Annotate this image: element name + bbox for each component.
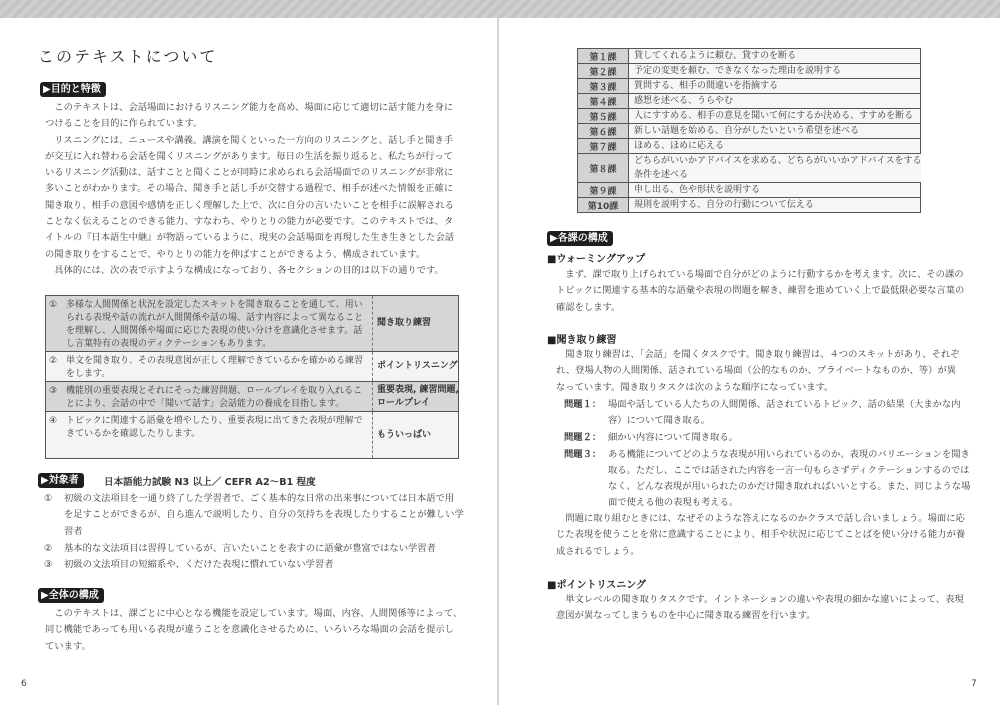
text-line: 聞き取り、相手の意図や感情を正しく理解した上で、次に自分の言いたいことを相手に誤解される bbox=[45, 199, 454, 211]
page-number-right: 7 bbox=[971, 679, 977, 689]
row-description bbox=[66, 382, 372, 411]
text-line: 規則を説明する、自分の行動について伝える bbox=[634, 200, 814, 210]
lesson-number: 第４課 bbox=[578, 94, 629, 108]
text-line: 重要表現, 練習問題, bbox=[377, 384, 459, 395]
row-number: ② bbox=[49, 356, 58, 366]
text-line: もういっぱい bbox=[377, 429, 432, 440]
text-line: 予定の変更を頼む、できなくなった理由を説明する bbox=[634, 66, 842, 76]
lesson-topic bbox=[629, 183, 920, 197]
item-text bbox=[64, 490, 464, 539]
text-line: まず、課で取り上げられている場面で自分がどのように行動するかを考えます。次に、その課の bbox=[556, 269, 964, 280]
lesson-row bbox=[578, 49, 920, 64]
text-line: リスニングには、ニュースや講義、講演を聞くといった一方向のリスニングと、話し手と聞き手 bbox=[45, 134, 454, 146]
text-line: 多いことがわかります。その場合、聞き手と話し手が交替する過程で、相手が述べた情報を正確に bbox=[45, 183, 454, 195]
lesson-number: 第３課 bbox=[578, 79, 629, 93]
text-line: 機能別の重要表現とそれにそった練習問題、ロールプレイを取り入れるこ bbox=[66, 386, 363, 396]
text-line: このテキストは、会話場面におけるリスニング能力を高め、場面に応じて適切に話す能力を身に bbox=[45, 102, 454, 113]
text-line: が交互に入れ替わる会話を聞くリスニングがあります。毎日の生活を振り返ると、私たちが行って bbox=[45, 150, 453, 162]
text-line: なっています。聞き取りタスクは次のような順序になっています。 bbox=[556, 381, 834, 393]
text-line: 容）について聞き取る。 bbox=[608, 415, 711, 427]
text-line: 人にすすめる、相手の意見を聞いて何にするか決める、すすめを断る bbox=[634, 111, 914, 121]
text-line: ある機能についてどのような表現が用いられているのか、表現のバリエーションを聞き bbox=[608, 448, 970, 460]
lesson-row bbox=[578, 198, 920, 213]
question-label: 問題２： bbox=[564, 432, 602, 443]
lesson-table bbox=[577, 48, 921, 213]
table-row bbox=[46, 296, 458, 352]
item-text bbox=[64, 557, 333, 573]
text-line: 意図が異なってしまうものを中心に聞き取る練習を行います。 bbox=[556, 610, 816, 622]
section-heading-target: ▶対象者 bbox=[38, 473, 84, 488]
lesson-number: 第９課 bbox=[578, 183, 629, 197]
text-line: 習者 bbox=[64, 525, 83, 537]
lesson-row bbox=[578, 124, 920, 139]
text-line: 貸してくれるように頼む、貸すのを断る bbox=[634, 51, 797, 61]
text-line: ロールプレイ bbox=[377, 397, 431, 408]
lesson-row bbox=[578, 79, 920, 94]
text-line: じた表現を使うことを常に意識することにより、相手や状況に応じてことばを使い分ける能力が養 bbox=[556, 529, 966, 541]
lesson-number: 第１課 bbox=[578, 49, 629, 63]
sections-table bbox=[45, 295, 459, 459]
question-label: 問題３： bbox=[564, 448, 602, 460]
subheading-point-listening: ■ポイントリスニング bbox=[547, 580, 647, 591]
text-line: イトルの『日本語生中継』が物語っているように、現実の会話場面を再現した生き生きとした会話 bbox=[45, 232, 455, 244]
lesson-topic bbox=[629, 139, 920, 153]
table-row bbox=[46, 412, 458, 459]
question-text bbox=[608, 430, 738, 446]
row-number: ④ bbox=[49, 416, 58, 426]
text-line: を理解し、人間関係や場面に応じた表現の使い分けを意識化させます。話 bbox=[66, 326, 363, 336]
text-line: 聞き取り練習 bbox=[377, 318, 432, 328]
text-line: トピックに関連する基本的な語彙や表現の問題を解き、練習を進めていく上で最低限必要な言葉の bbox=[556, 285, 965, 297]
row-description bbox=[66, 296, 372, 351]
section-heading-purpose: ▶目的と特徴 bbox=[40, 82, 106, 97]
text-line: 感想を述べる、うらやむ bbox=[634, 96, 734, 106]
text-line: をします。 bbox=[66, 369, 111, 379]
item-number: ② bbox=[44, 543, 53, 554]
row-number: ① bbox=[49, 300, 58, 310]
section-heading-overall: ▶全体の構成 bbox=[38, 588, 104, 603]
text-line: 質問する、相手の間違いを指摘する bbox=[634, 81, 779, 91]
text-line: ことなく伝えることのできる能力、すなわち、やりとりの能力が必要です。このテキストでは、タ bbox=[45, 216, 454, 228]
lesson-number: 第５課 bbox=[578, 109, 629, 123]
lesson-topic bbox=[629, 79, 920, 93]
text-line: いるリスニング活動は、話すことと聞くことが同時に求められる会話場面でのリスニングが非常に bbox=[45, 167, 454, 179]
text-line: ポイントリスニング bbox=[377, 361, 458, 371]
text-line: 場面や話している人たちの人間関係、話されているトピック、話の結果（大まかな内 bbox=[608, 399, 961, 410]
lesson-row bbox=[578, 64, 920, 79]
lesson-topic bbox=[629, 154, 921, 182]
text-line: 問題に取り組むときには、なぜそのような答えになるのかクラスで話し合いましょう。場面に応 bbox=[556, 513, 965, 524]
row-description bbox=[66, 412, 372, 458]
text-line: トピックに関連する語彙を増やしたり、重要表現に出てきた表現が理解で bbox=[66, 416, 363, 426]
row-number: ③ bbox=[49, 386, 58, 396]
question-text bbox=[608, 447, 970, 512]
listening-paragraph bbox=[556, 347, 959, 396]
text-line: 条件を述べる bbox=[634, 170, 689, 180]
text-line: 新しい話題を始める、自分がしたいという希望を述べる bbox=[634, 126, 860, 136]
text-line: 申し出る、色や形状を説明する bbox=[634, 185, 761, 195]
text-line: 単文を聞き取り、その表現意図が正しく理解できているかを確かめる練習 bbox=[66, 356, 364, 366]
text-line: 基本的な文法項目は習得しているが、言いたいことを表すのに語彙が豊富ではない学習者 bbox=[64, 543, 436, 554]
text-line: 多様な人間関係と状況を設定したスキットを聞き取ることを通して、用い bbox=[66, 300, 363, 310]
purpose-paragraph bbox=[45, 100, 454, 279]
text-line: 単文レベルの聞き取りタスクです。イントネーションの違いや表現の細かな違いによって、表現 bbox=[556, 594, 964, 605]
text-line: なく、どんな表現が用いられたのかだけ聞き取れればいいとする。また、同じような場 bbox=[608, 481, 971, 493]
section-heading-lesson-structure: ▶各課の構成 bbox=[547, 231, 613, 246]
text-line: とにより、会話の中で「聞いて話す」会話能力の養成を目指します。 bbox=[66, 399, 345, 409]
lesson-number: 第７課 bbox=[578, 139, 629, 153]
text-line: つけることを目的に作られています。 bbox=[45, 118, 203, 130]
text-line: ています。 bbox=[45, 640, 91, 652]
lesson-number: 第８課 bbox=[578, 154, 629, 182]
text-line: ほめる、ほめに応える bbox=[634, 141, 725, 151]
text-line: どちらがいいかアドバイスを求める、どちらがいいかアドバイスをする bbox=[634, 156, 922, 166]
question-text bbox=[608, 397, 961, 430]
lesson-row bbox=[578, 139, 920, 154]
page-number-left: 6 bbox=[21, 679, 27, 689]
point-listening-paragraph bbox=[556, 592, 964, 625]
row-label bbox=[372, 352, 458, 381]
subheading-warmup: ■ウォーミングアップ bbox=[547, 254, 646, 265]
text-line: 取る。ただし、ここでは話された内容を一言一句もらさずディクテーションするのでは bbox=[608, 464, 970, 476]
text-line: れ、登場人物の人間関係、話されている場面（公的なものか、プライベートなものか、等）が異 bbox=[556, 365, 957, 377]
overall-paragraph bbox=[45, 605, 462, 654]
item-text bbox=[64, 541, 436, 557]
lesson-topic bbox=[629, 124, 920, 138]
lesson-topic bbox=[629, 109, 920, 123]
text-line: 同じ機能であっても用いる表現が違うことを意識化させるために、いろいろな場面の会話を提示し bbox=[45, 624, 454, 636]
lesson-number: 第10課 bbox=[578, 198, 629, 212]
lesson-number: 第６課 bbox=[578, 124, 629, 138]
warmup-paragraph bbox=[556, 267, 964, 316]
text-line: 確認をします。 bbox=[556, 301, 621, 313]
top-band bbox=[0, 0, 1000, 18]
lesson-topic bbox=[629, 64, 920, 78]
page-gutter bbox=[497, 18, 499, 705]
lesson-topic bbox=[629, 198, 920, 212]
text-line: 成されるでしょう。 bbox=[556, 545, 640, 557]
lesson-row bbox=[578, 154, 920, 183]
table-row bbox=[46, 352, 458, 382]
lesson-row bbox=[578, 94, 920, 109]
row-description bbox=[66, 352, 372, 381]
row-label bbox=[372, 412, 458, 458]
table-row bbox=[46, 382, 458, 412]
lesson-row bbox=[578, 109, 920, 124]
text-line: 細かい内容について聞き取る。 bbox=[608, 432, 738, 443]
item-number: ③ bbox=[44, 559, 53, 570]
text-line: 具体的には、次の表で示すような構成になっており、各セクションの目的は以下の通りです。 bbox=[45, 264, 444, 276]
target-level: 日本語能力試験 N3 以上／ CEFR A2～B1 程度 bbox=[104, 477, 316, 488]
text-line: きているかを確認したりします。 bbox=[66, 429, 201, 439]
text-line: 面で使える他の表現も考える。 bbox=[608, 497, 739, 509]
item-number: ① bbox=[44, 493, 53, 504]
question-label: 問題１： bbox=[564, 399, 602, 410]
text-line: 聞き取り練習は、「会話」を聞くタスクです。聞き取り練習は、４つのスキットがあり、それぞ bbox=[556, 349, 960, 360]
lesson-topic bbox=[629, 94, 920, 108]
row-label bbox=[372, 382, 459, 411]
text-line: し言葉特有の表現のディクテーションもあります。 bbox=[66, 339, 272, 349]
lesson-topic bbox=[629, 49, 920, 63]
text-line: 初級の文法項目を一通り終了した学習者で、ごく基本的な日常の出来事については日本語で用 bbox=[64, 493, 455, 504]
text-line: を足すことができるが、自ら進んで説明したり、自分の気持ちを表現したりすることが難しい学 bbox=[64, 509, 464, 521]
lesson-number: 第２課 bbox=[578, 64, 629, 78]
text-line: られる表現や話の流れが人間関係や話の場、話す内容によって異なること bbox=[66, 313, 364, 323]
text-line: このテキストは、課ごとに中心となる機能を設定しています。場面、内容、人間関係等によって、 bbox=[45, 608, 463, 619]
text-line: の聞き取りをすることで、やりとりの能力を伸ばすことができるよう、構成されています。 bbox=[45, 248, 426, 260]
text-line: 初級の文法項目の短縮系や、くだけた表現に慣れていない学習者 bbox=[64, 559, 334, 570]
page-title: このテキストについて bbox=[38, 47, 218, 66]
row-label bbox=[372, 296, 458, 351]
listening-note-paragraph bbox=[556, 511, 965, 560]
subheading-listening: ■聞き取り練習 bbox=[547, 335, 617, 346]
lesson-row bbox=[578, 183, 920, 198]
